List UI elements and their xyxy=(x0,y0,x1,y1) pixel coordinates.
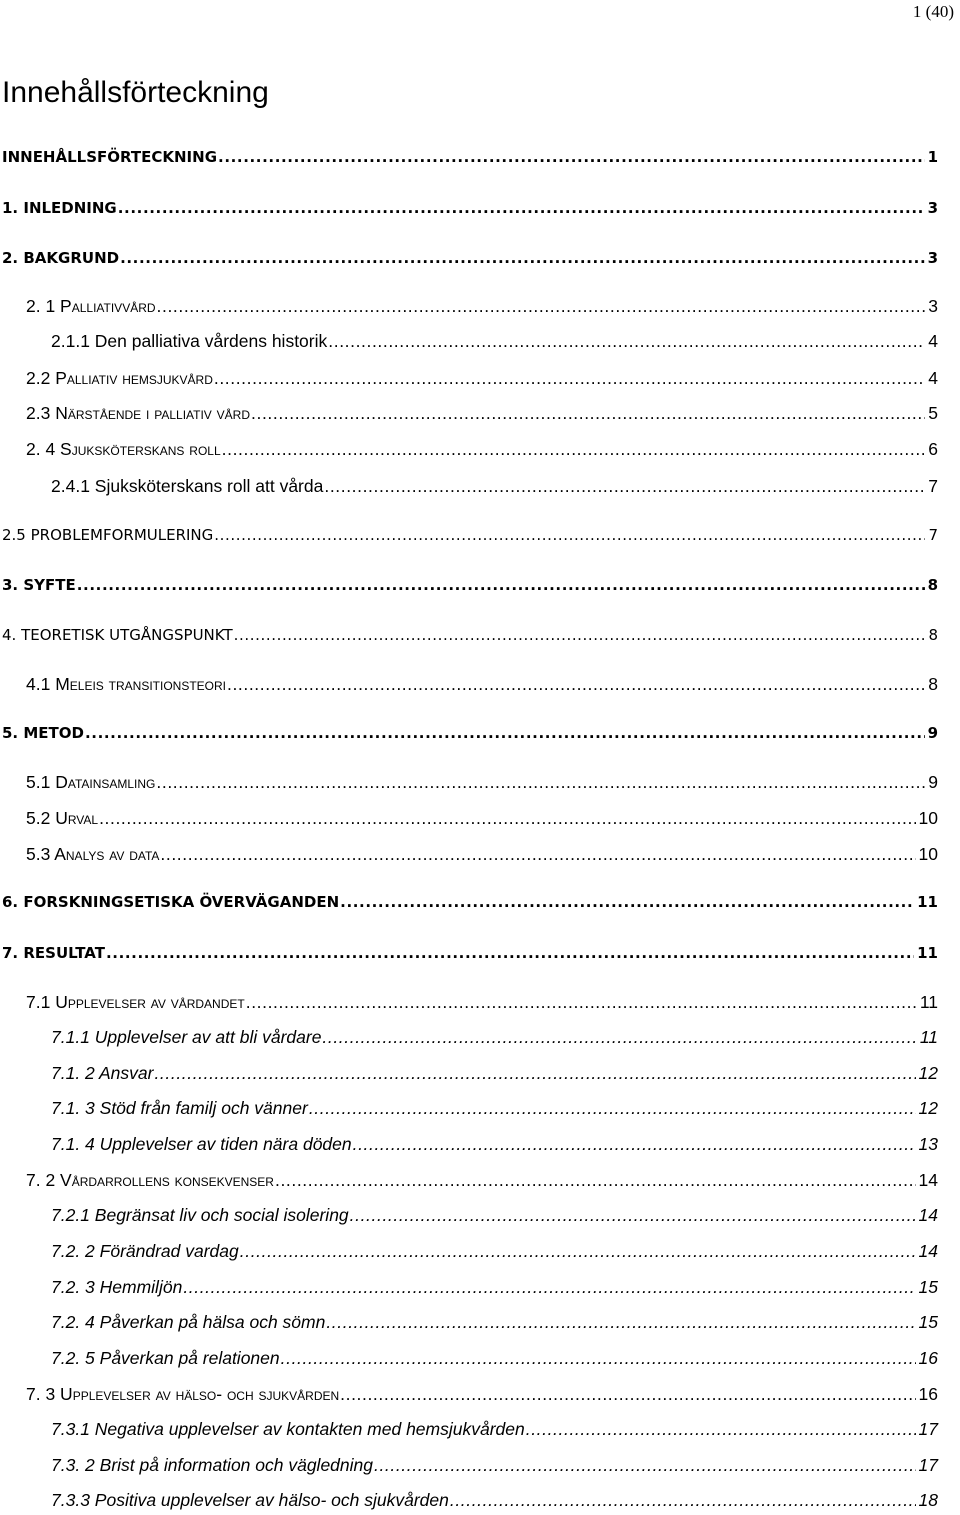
toc-entry[interactable] xyxy=(26,402,938,424)
page-title: Innehållsförteckning xyxy=(2,76,269,109)
toc-page: 11 xyxy=(917,944,938,962)
toc-page: 17 xyxy=(918,1419,938,1439)
toc-page: 11 xyxy=(917,893,938,911)
toc-page: 18 xyxy=(918,1490,938,1510)
toc-entry[interactable] xyxy=(2,722,938,744)
toc-entry[interactable] xyxy=(2,524,938,546)
toc-label: 7.1. 3 Stöd från familj och vänner xyxy=(51,1098,308,1118)
toc-entry[interactable] xyxy=(51,1133,938,1155)
toc-label: 5.2 Urval xyxy=(26,808,99,828)
toc-page: 1 xyxy=(927,148,938,166)
toc-page: 14 xyxy=(918,1205,938,1225)
toc-page: 17 xyxy=(918,1455,938,1475)
toc-page: 7 xyxy=(928,476,938,496)
toc-label: 2.1.1 Den palliativa vårdens historik xyxy=(51,331,328,351)
toc-entry[interactable] xyxy=(26,1383,938,1405)
toc-page: 10 xyxy=(918,808,938,828)
toc-entry[interactable] xyxy=(26,367,938,389)
dot-leader xyxy=(251,402,925,424)
toc-label: 7.3.3 Positiva upplevelser av hälso- och sjukvården xyxy=(51,1490,449,1510)
toc-page: 11 xyxy=(919,1027,938,1047)
dot-leader xyxy=(227,673,925,695)
dot-leader xyxy=(309,1097,916,1119)
toc-entry[interactable] xyxy=(26,843,938,865)
toc-label: 4.1 Meleis transitionsteori xyxy=(26,674,226,694)
toc-label: 7.1. 4 Upplevelser av tiden nära döden xyxy=(51,1134,352,1154)
dot-leader xyxy=(324,475,925,497)
toc-entry[interactable] xyxy=(2,146,938,168)
dot-leader xyxy=(353,1133,916,1155)
toc-entry[interactable] xyxy=(26,807,938,829)
toc-entry[interactable] xyxy=(26,295,938,317)
dot-leader xyxy=(183,1276,915,1298)
dot-leader xyxy=(275,1169,916,1191)
dot-leader xyxy=(222,438,926,460)
toc-label: 4. TEORETISK UTGÅNGSPUNKT xyxy=(2,626,233,644)
toc-entry[interactable] xyxy=(26,771,938,793)
toc-page: 3 xyxy=(927,249,938,267)
toc-label: 1. INLEDNING xyxy=(2,199,117,217)
toc-entry[interactable] xyxy=(2,247,938,269)
toc-label: 7.2. 5 Påverkan på relationen xyxy=(51,1348,280,1368)
toc-page: 15 xyxy=(918,1312,938,1332)
dot-leader xyxy=(157,295,926,317)
page-number: 1 (40) xyxy=(912,2,954,21)
dot-leader xyxy=(214,524,925,546)
toc-entry[interactable] xyxy=(2,197,938,219)
toc-label: 7.1. 2 Ansvar xyxy=(51,1063,154,1083)
dot-leader xyxy=(77,574,925,596)
dot-leader xyxy=(374,1454,916,1476)
toc-entry[interactable] xyxy=(26,1169,938,1191)
toc-label: 5. METOD xyxy=(2,724,84,742)
toc-page: 12 xyxy=(918,1063,938,1083)
toc-entry[interactable] xyxy=(2,942,938,964)
toc-entry[interactable] xyxy=(2,891,938,913)
toc-label: 5.1 Datainsamling xyxy=(26,772,156,792)
toc-entry[interactable] xyxy=(51,1240,938,1262)
toc-page: 4 xyxy=(928,368,938,388)
dot-leader xyxy=(240,1240,916,1262)
dot-leader xyxy=(218,146,925,168)
toc-page: 8 xyxy=(928,674,938,694)
dot-leader xyxy=(281,1347,916,1369)
toc-label: 7.2. 2 Förändrad vardag xyxy=(51,1241,239,1261)
toc-entry[interactable] xyxy=(51,1276,938,1298)
toc-label: 2.2 Palliativ hemsjukvård xyxy=(26,368,213,388)
toc-entry[interactable] xyxy=(51,1347,938,1369)
toc-label: 7. RESULTAT xyxy=(2,944,105,962)
toc-label: 7.2. 3 Hemmiljön xyxy=(51,1277,183,1297)
toc-label: 5.3 Analys av data xyxy=(26,844,160,864)
toc-label: 2.3 Närstående i palliativ vård xyxy=(26,403,251,423)
toc-entry[interactable] xyxy=(26,438,938,460)
toc-label: 7.2. 4 Påverkan på hälsa och sömn xyxy=(51,1312,326,1332)
dot-leader xyxy=(340,1383,915,1405)
toc-label: 2.4.1 Sjuksköterskans roll att vårda xyxy=(51,476,324,496)
toc-page: 16 xyxy=(918,1384,938,1404)
toc-page: 15 xyxy=(918,1277,938,1297)
toc-label: 7.3. 2 Brist på information och vägledning xyxy=(51,1455,373,1475)
toc-page: 8 xyxy=(928,626,938,644)
toc-entry[interactable] xyxy=(51,1026,938,1048)
dot-leader xyxy=(154,1062,915,1084)
dot-leader xyxy=(340,891,914,913)
toc-page: 7 xyxy=(928,526,938,544)
dot-leader xyxy=(526,1418,916,1440)
toc-page: 8 xyxy=(927,576,938,594)
toc-page: 4 xyxy=(928,331,938,351)
toc-entry[interactable] xyxy=(51,1204,938,1226)
toc-label: 2. 4 Sjuksköterskans roll xyxy=(26,439,221,459)
toc-page: 11 xyxy=(919,992,938,1012)
toc-entry[interactable] xyxy=(51,1418,938,1440)
toc-page: 3 xyxy=(928,296,938,316)
toc-entry[interactable] xyxy=(26,991,938,1013)
toc-label: 2. BAKGRUND xyxy=(2,249,120,267)
dot-leader xyxy=(106,942,914,964)
toc-label: 7.3.1 Negativa upplevelser av kontakten med hemsjukvården xyxy=(51,1419,525,1439)
dot-leader xyxy=(350,1204,916,1226)
toc-label: 6. FORSKNINGSETISKA ÖVERVÄGANDEN xyxy=(2,893,340,911)
toc-page: 10 xyxy=(918,844,938,864)
dot-leader xyxy=(328,330,925,352)
toc-entry[interactable] xyxy=(26,673,938,695)
toc-entry[interactable] xyxy=(51,1489,938,1511)
toc-label: 7.1.1 Upplevelser av att bli vårdare xyxy=(51,1027,322,1047)
dot-leader xyxy=(246,991,917,1013)
dot-leader xyxy=(118,197,925,219)
toc-entry[interactable] xyxy=(51,1097,938,1119)
toc-page: 14 xyxy=(918,1170,938,1190)
toc-label: 7.1 Upplevelser av vårdandet xyxy=(26,992,245,1012)
toc-label: INNEHÅLLSFÖRTECKNING xyxy=(2,148,218,166)
toc-label: 7. 2 Vårdarrollens konsekvenser xyxy=(26,1170,274,1190)
dot-leader xyxy=(450,1489,916,1511)
toc-page: 16 xyxy=(918,1348,938,1368)
toc-label: 7. 3 Upplevelser av hälso- och sjukvården xyxy=(26,1384,340,1404)
dot-leader xyxy=(322,1026,916,1048)
toc-label: 2.5 PROBLEMFORMULERING xyxy=(2,526,214,544)
toc-page: 13 xyxy=(918,1134,938,1154)
dot-leader xyxy=(326,1311,915,1333)
toc-entry[interactable] xyxy=(2,624,938,646)
dot-leader xyxy=(85,722,925,744)
toc-entry[interactable] xyxy=(51,1454,938,1476)
toc-page: 6 xyxy=(928,439,938,459)
toc-entry[interactable] xyxy=(2,574,938,596)
toc-page: 9 xyxy=(927,724,938,742)
toc-page: 12 xyxy=(918,1098,938,1118)
toc-page: 3 xyxy=(927,199,938,217)
dot-leader xyxy=(120,247,924,269)
dot-leader xyxy=(156,771,925,793)
dot-leader xyxy=(214,367,925,389)
toc-page: 5 xyxy=(928,403,938,423)
toc-label: 3. SYFTE xyxy=(2,576,76,594)
toc-entry[interactable] xyxy=(51,1062,938,1084)
dot-leader xyxy=(234,624,926,646)
toc-entry[interactable] xyxy=(51,475,938,497)
toc-label: 7.2.1 Begränsat liv och social isolering xyxy=(51,1205,349,1225)
dot-leader xyxy=(99,807,915,829)
toc-entry[interactable] xyxy=(51,330,938,352)
dot-leader xyxy=(160,843,915,865)
toc-label: 2. 1 Palliativvård xyxy=(26,296,156,316)
toc-page: 9 xyxy=(928,772,938,792)
toc-page: 14 xyxy=(918,1241,938,1261)
toc-entry[interactable] xyxy=(51,1311,938,1333)
